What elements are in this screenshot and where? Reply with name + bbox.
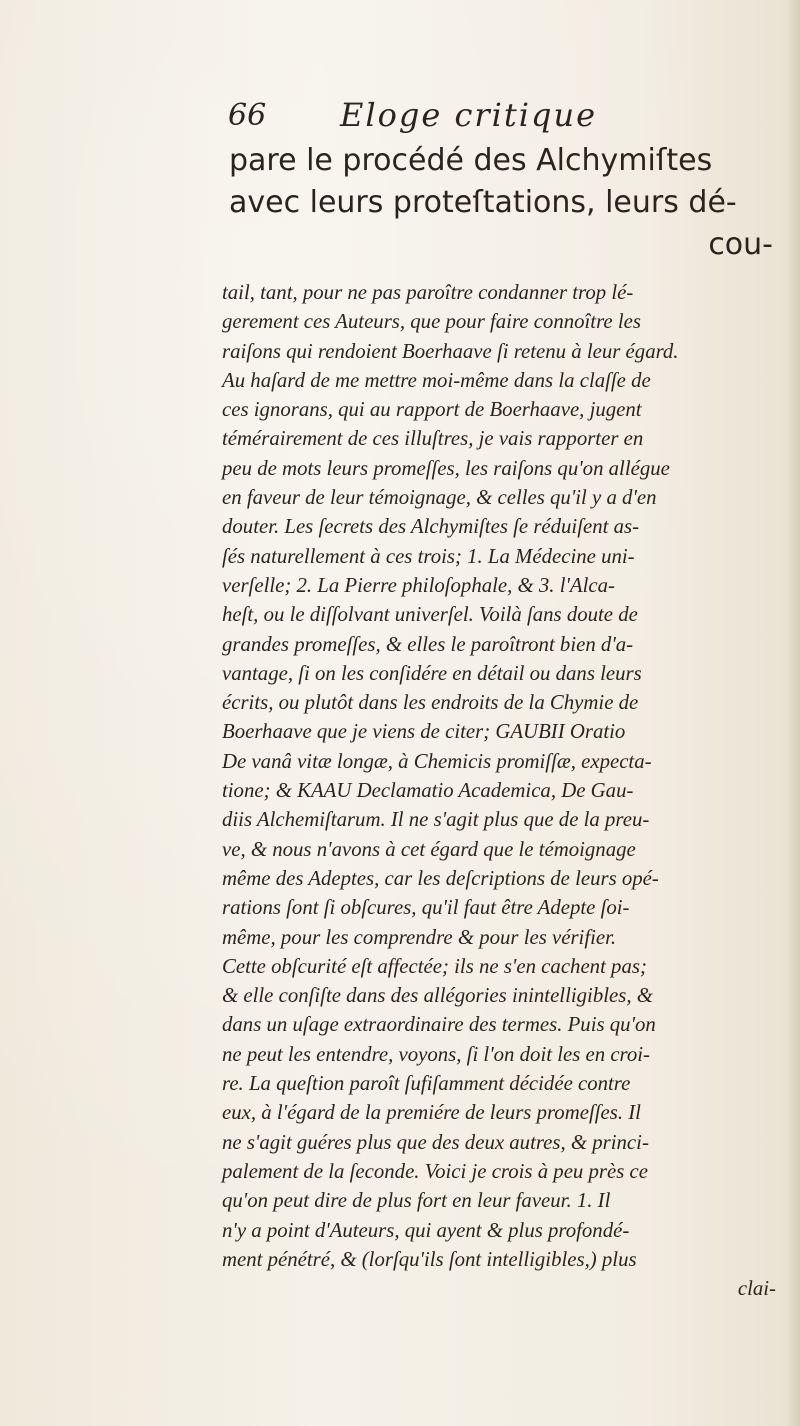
text-line: ment pénétré, & (lorſqu'ils ſont intelligibles,) plus [222, 1247, 637, 1271]
text-line: diis Alchemiſtarum. Il ne s'agit plus que de la preu- [222, 808, 650, 832]
text-line: Cette obſcurité eſt affectée; ils ne s'en cachent pas; [222, 954, 647, 978]
lead-line: pare le procédé des Alchymiſtes [229, 143, 713, 178]
text-line: raiſons qui rendoient Boerhaave ſi retenu à leur égard. [222, 339, 679, 363]
text-line: n'y a point d'Auteurs, qui ayent & plus profondé- [222, 1218, 630, 1242]
lead-line: avec leurs proteſtations, leurs dé- [229, 185, 737, 220]
lead-text [229, 140, 777, 266]
text-line: ces ignorans, qui au rapport de Boerhaave, jugent [222, 398, 642, 422]
text-line: rations ſont ſi obſcures, qu'il faut être Adepte ſoi- [222, 896, 630, 920]
text-line: même des Adeptes, car les deſcriptions de leurs opé- [222, 866, 659, 890]
page-number: 66 [228, 98, 267, 133]
text-line: en faveur de leur témoignage, & celles qu'il y a d'en [222, 486, 657, 510]
text-line: peu de mots leurs promeſſes, les raiſons qu'on allégue [222, 456, 670, 480]
text-line: palement de la ſeconde. Voici je crois à peu près ce [222, 1159, 649, 1183]
page-header [228, 96, 688, 142]
catchword: clai- [737, 1277, 776, 1301]
text-line: gerement ces Auteurs, que pour faire connoître les [222, 310, 641, 334]
text-line: De vanâ vitæ longæ, à Chemicis promiſſæ, expecta- [222, 749, 652, 773]
text-line: qu'on peut dire de plus fort en leur faveur. 1. Il [222, 1189, 611, 1213]
running-title: Eloge critique [340, 96, 598, 134]
text-line: témérairement de ces illuſtres, je vais rapporter en [222, 427, 644, 451]
text-line: Au haſard de me mettre moi-même dans la claſſe de [222, 368, 651, 392]
text-line: verſelle; 2. La Pierre philoſophale, & 3. l'Alca- [222, 573, 615, 597]
text-line: grandes promeſſes, & elles le paroîtront bien d'a- [222, 632, 634, 656]
text-line: Boerhaave que je viens de citer; GAUBII Oratio [222, 720, 626, 744]
text-line: ne peut les entendre, voyons, ſi l'on doit les en croi- [222, 1042, 650, 1066]
text-line: ne s'agit guéres plus que des deux autres, & princi- [222, 1130, 649, 1154]
text-line: douter. Les ſecrets des Alchymiſtes ſe réduiſent as- [222, 515, 640, 539]
catchword: cou- [708, 227, 773, 262]
text-line: vantage, ſi on les conſidére en détail ou dans leurs [222, 661, 642, 685]
text-line: heſt, ou le diſſolvant univerſel. Voilà ſans doute de [222, 603, 638, 627]
text-line: ſés naturellement à ces trois; 1. La Médecine uni- [222, 544, 635, 568]
text-line: tail, tant, pour ne pas paroître condanner trop lé- [222, 281, 634, 304]
text-line: ve, & nous n'avons à cet égard que le témoignage [222, 837, 636, 861]
text-line: écrits, ou plutôt dans les endroits de la Chymie de [222, 691, 639, 715]
page-edge-shadow [786, 0, 800, 1426]
text-line: & elle conſiſte dans des allégories inintelligibles, & [222, 984, 653, 1008]
body-text [222, 278, 780, 1303]
text-line: dans un uſage extraordinaire des termes. Puis qu'on [222, 1013, 656, 1037]
text-line: tione; & KAAU Declamatio Academica, De Gau- [222, 779, 634, 803]
text-line: eux, à l'égard de la premiére de leurs promeſſes. Il [222, 1101, 641, 1125]
text-line: re. La queſtion paroît ſufiſamment décidée contre [222, 1072, 631, 1096]
text-line: même, pour les comprendre & pour les vérifier. [222, 925, 617, 949]
